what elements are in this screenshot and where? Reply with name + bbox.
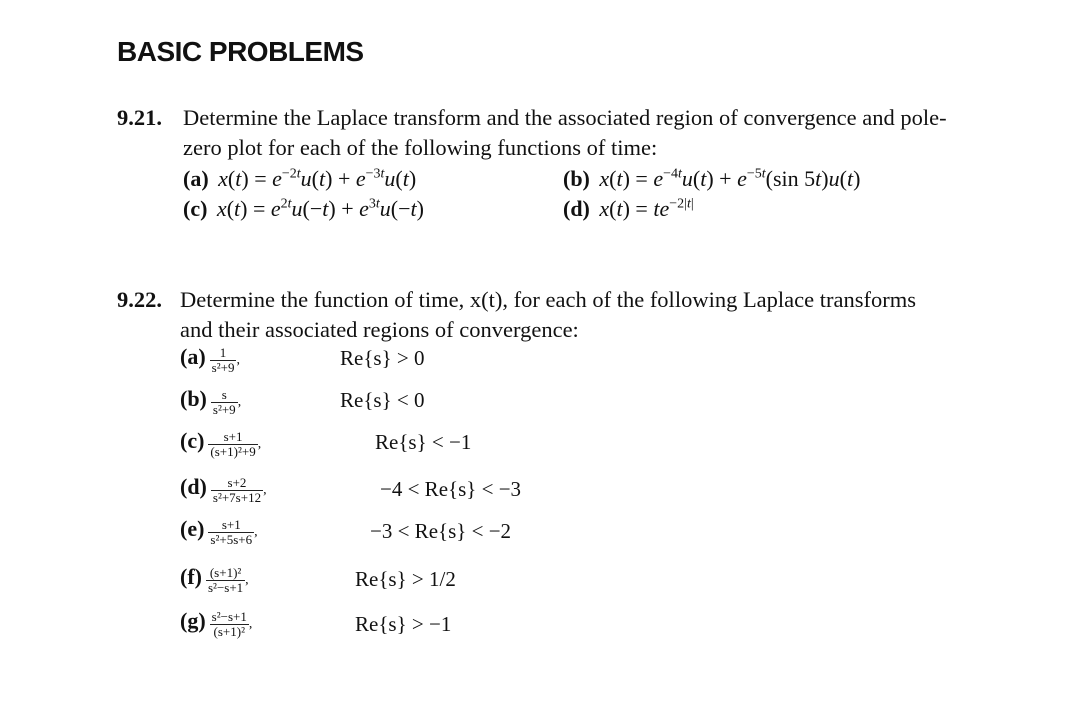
roc-922-d: −4 < Re{s} < −3: [380, 477, 522, 501]
transform-fraction: $\frac{s}{\text{s²+9}}$: [212, 386, 236, 417]
roc-922-g: Re{s} > −1: [355, 612, 452, 636]
roc-922-e: −3 < Re{s} < −2: [370, 519, 512, 543]
item-label: (c): [180, 428, 205, 453]
item-label: (b): [180, 386, 207, 411]
item-922-g: (g) $\frac{\text{s²−s+1}}{\text{(s+1)²}}$ ,: [180, 608, 253, 639]
section-title: BASIC PROBLEMS: [117, 36, 364, 67]
item-label: (d): [563, 196, 590, 221]
transform-fraction: $\frac{s+2}{\text{s²+7s+12}}$: [212, 474, 262, 505]
item-922-d: (d) $\frac{s+2}{\text{s²+7s+12}}$ ,: [180, 474, 267, 505]
item-921-a: [183, 166, 416, 192]
transform-fraction: $\frac{s+1}{\text{s²+5s+6}}$: [210, 516, 253, 547]
item-922-a: (a) $\frac{1}{\text{s²+9}}$ ,: [180, 344, 240, 375]
transform-fraction: $\frac{\text{s²−s+1}}{\text{(s+1)²}}$: [211, 608, 247, 639]
problem-9-21-line2: zero plot for each of the following functions of time:: [183, 135, 658, 160]
item-922-b: (b) $\frac{s}{\text{s²+9}}$ ,: [180, 386, 242, 417]
transform-fraction: $\frac{\text{(s+1)²}}{\text{s²−s+1}}$: [207, 564, 244, 595]
item-label: (a): [180, 344, 206, 369]
item-expression: $x(t) = e^{2t}u(-t) + e^{3t}u(-t)$: [216, 196, 424, 221]
problem-9-21: [117, 104, 162, 132]
item-label: (a): [183, 166, 209, 191]
item-label: (c): [183, 196, 208, 221]
problem-number: 9.22.: [117, 287, 162, 312]
transform-fraction: $\frac{1}{\text{s²+9}}$: [211, 344, 235, 375]
item-label: (b): [563, 166, 590, 191]
item-label: (g): [180, 608, 206, 633]
item-label: (e): [180, 516, 205, 541]
transform-fraction: $\frac{s+1}{\text{(s+1)²+9}}$: [210, 428, 256, 459]
item-expression: $x(t) = e^{-4t}u(t) + e^{-5t}(\sin$ 5t)u(t): [599, 166, 861, 191]
problem-9-22-line1: Determine the function of time, x(t), for each of the following Laplace transforms: [180, 287, 916, 312]
item-expression: $x(t) = e^{-2t}u(t) + e^{-3t}u(t)$: [218, 166, 417, 191]
item-label: (d): [180, 474, 207, 499]
problem-9-22: [117, 286, 162, 314]
item-expression: $x(t) = te^{-2|t|}$: [599, 196, 694, 221]
roc-922-b: Re{s} < 0: [340, 388, 425, 412]
problem-number: 9.21.: [117, 105, 162, 130]
item-921-d: [563, 196, 694, 222]
item-922-f: (f) $\frac{\text{(s+1)²}}{\text{s²−s+1}}$ ,: [180, 564, 249, 595]
roc-922-f: Re{s} > 1/2: [355, 567, 456, 591]
problem-9-22-line2: and their associated regions of convergence:: [180, 317, 579, 342]
item-label: (f): [180, 564, 202, 589]
roc-922-a: Re{s} > 0: [340, 346, 425, 370]
item-921-b: [563, 166, 860, 192]
item-922-e: (e) $\frac{s+1}{\text{s²+5s+6}}$ ,: [180, 516, 258, 547]
roc-922-c: Re{s} < −1: [375, 430, 472, 454]
item-922-c: (c) $\frac{s+1}{\text{(s+1)²+9}}$ ,: [180, 428, 262, 459]
item-921-c: [183, 196, 424, 222]
problem-9-21-line1: Determine the Laplace transform and the associated region of convergence and pole-: [183, 105, 947, 130]
